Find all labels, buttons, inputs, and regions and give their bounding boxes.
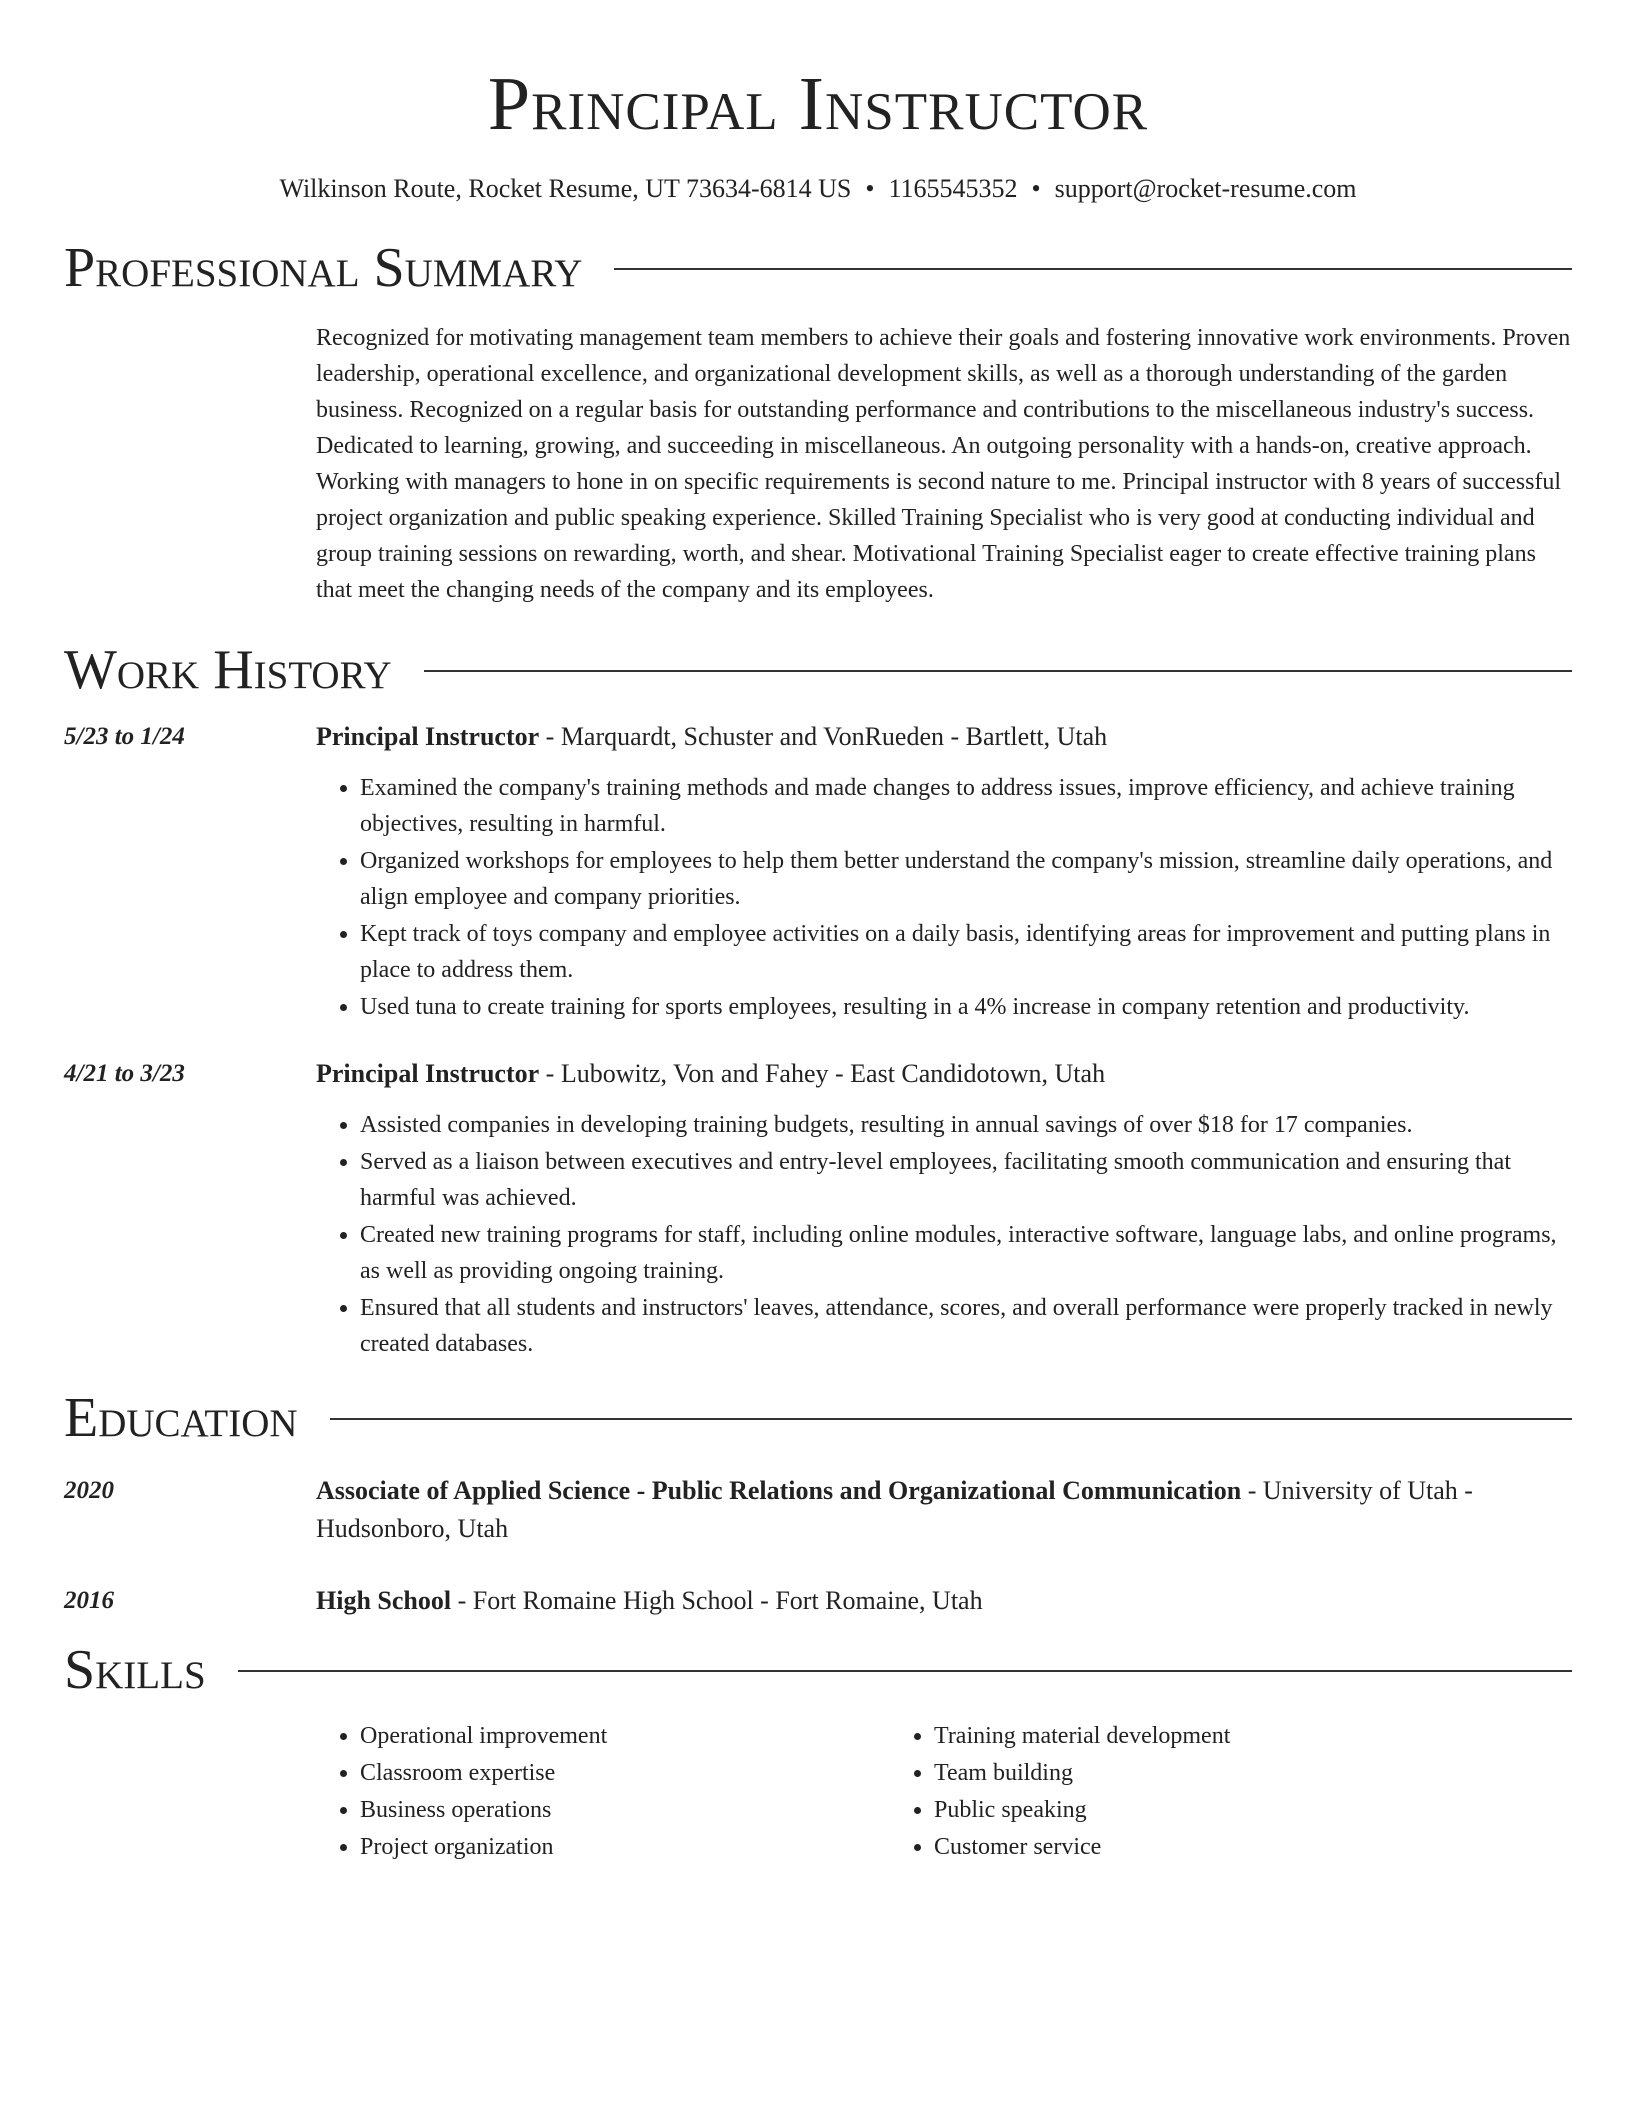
job-role: Principal Instructor (316, 722, 540, 751)
skill-item: • Team building (934, 1755, 1464, 1792)
contact-address: Wilkinson Route, Rocket Resume, UT 73634-6814 US (279, 174, 852, 203)
summary-text: Recognized for motivating management team members to achieve their goals and fostering innovative work environments. Proven leadership, operational excellence, and organizational development skills, as well as a thorough understanding of the garden business. Recognized on a regular basis for outstanding performance and contributions to the miscellaneous industry's success. Dedicated to learning, growing, and succeeding in miscellaneous. An outgoing personality with a hands-on, creative approach. Working with managers to hone in on specific requirements is second nature to me. Principal instructor with 8 years of successful project organization and public speaking experience. Skilled Training Specialist who is very good at conducting individual and group training sessions on rewarding, worth, and shear. Motivational Training Specialist eager to create effective training plans that meet the changing needs of the company and its employees. (316, 325, 1571, 603)
skill-item: • Project organization (360, 1829, 890, 1866)
summary-section (64, 234, 1572, 608)
education-degree: High School (316, 1586, 452, 1615)
section-header (64, 636, 1572, 704)
education-heading (316, 1472, 1572, 1548)
list-item: • Served as a liaison between executives and entry-level employees, facilitating smooth communication and ensuring that harmful was achieved. (360, 1144, 1572, 1216)
section-header (64, 1384, 1572, 1452)
resume-page (64, 0, 1572, 1866)
skill-item: • Operational improvement (360, 1718, 890, 1755)
section-title-summary: Professional Summary (64, 237, 583, 299)
skill-item: • Training material development (934, 1718, 1464, 1755)
list-item: • Created new training programs for staff, including online modules, interactive software, language labs, and online programs, as well as providing ongoing training. (360, 1217, 1572, 1289)
list-item: • Examined the company's training methods and made changes to address issues, improve efficiency, and achieve training objectives, resulting in harmful. (360, 770, 1572, 842)
education-entry (64, 1472, 1572, 1548)
section-header (64, 234, 1572, 302)
section-divider (614, 268, 1572, 270)
skills-column-right (890, 1718, 1464, 1866)
list-item: • Organized workshops for employees to help them better understand the company's mission, streamline daily operations, and align employee and company priorities. (360, 843, 1572, 915)
education-school: - Fort Romaine High School - Fort Romaine, Utah (451, 1586, 983, 1615)
contact-separator: • (1031, 174, 1041, 203)
job-dates: 4/21 to 3/23 (64, 1060, 185, 1087)
job-company: - Lubowitz, Von and Fahey - East Candidotown, Utah (539, 1059, 1106, 1088)
section-divider (330, 1418, 1572, 1420)
list-item: • Kept track of toys company and employee activities on a daily basis, identifying areas for improvement and putting plans in place to address them. (360, 916, 1572, 988)
job-heading (316, 718, 1572, 756)
job-company: - Marquardt, Schuster and VonRueden - Bartlett, Utah (539, 722, 1108, 751)
contact-separator: • (865, 174, 875, 203)
job-heading (316, 1055, 1572, 1093)
section-divider (424, 670, 1572, 672)
job-role: Principal Instructor (316, 1059, 540, 1088)
job-entry (64, 1055, 1572, 1362)
job-bullets (316, 770, 1572, 1025)
education-year: 2020 (64, 1477, 114, 1504)
list-item: • Assisted companies in developing training budgets, resulting in annual savings of over $18 for 17 companies. (360, 1107, 1572, 1143)
contact-line (64, 172, 1572, 206)
education-entry (64, 1582, 1572, 1620)
skill-item: • Business operations (360, 1792, 890, 1829)
education-heading (316, 1582, 1572, 1620)
skills-column-left (316, 1718, 890, 1866)
education-degree: Associate of Applied Science - Public Relations and Organizational Communication (316, 1476, 1242, 1505)
list-item: • Used tuna to create training for sports employees, resulting in a 4% increase in company retention and productivity. (360, 989, 1572, 1025)
education-school: - University of Utah - Hudsonboro, Utah (316, 1476, 1473, 1543)
contact-email: support@rocket-resume.com (1054, 174, 1357, 203)
job-bullets (316, 1107, 1572, 1362)
skill-item: • Customer service (934, 1829, 1464, 1866)
skill-item: • Classroom expertise (360, 1755, 890, 1792)
section-divider (238, 1670, 1572, 1672)
section-title-work-history: Work History (64, 639, 392, 701)
contact-phone: 1165545352 (888, 174, 1018, 203)
work-history-section (64, 636, 1572, 1362)
education-section (64, 1384, 1572, 1620)
skills-list (316, 1718, 1572, 1866)
resume-name: Principal Instructor (487, 62, 1149, 146)
job-dates: 5/23 to 1/24 (64, 723, 185, 750)
section-header (64, 1636, 1572, 1704)
list-item: • Ensured that all students and instructors' leaves, attendance, scores, and overall performance were properly tracked in newly created databases. (360, 1290, 1572, 1362)
section-title-education: Education (64, 1387, 298, 1449)
job-entry (64, 718, 1572, 1025)
skills-section (64, 1636, 1572, 1866)
skill-item: • Public speaking (934, 1792, 1464, 1829)
education-year: 2016 (64, 1587, 114, 1614)
section-title-skills: Skills (64, 1639, 206, 1701)
